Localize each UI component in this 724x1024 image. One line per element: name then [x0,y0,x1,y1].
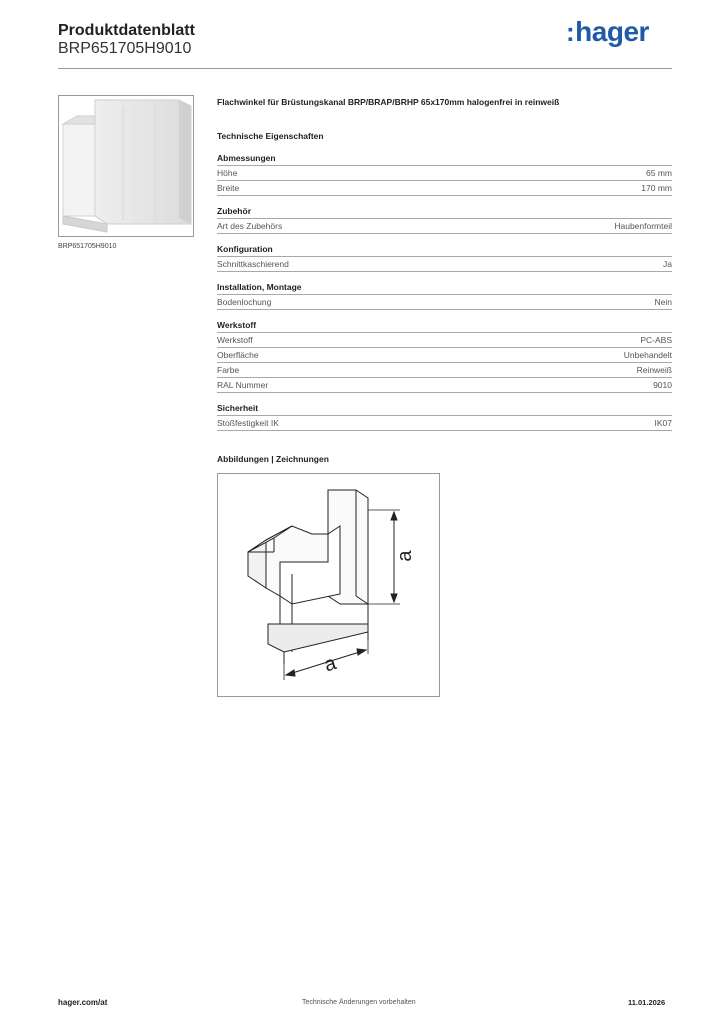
spec-value: PC-ABS [640,335,672,345]
logo-dots-icon: : [566,17,575,47]
spec-value: IK07 [654,418,672,428]
spec-row [217,257,672,272]
drawing-flat-angle-icon [218,474,439,696]
figures-heading: Abbildungen | Zeichnungen [217,454,329,464]
spec-row [217,348,672,363]
spec-section-accessory [217,205,672,234]
article-number: BRP651705H9010 [58,40,192,57]
hager-logo [566,16,649,48]
section-title: Sicherheit [217,402,672,416]
page-title: Produktdatenblatt [58,22,195,39]
spec-row [217,363,672,378]
thumbnail-caption: BRP651705H9010 [58,243,117,250]
spec-row [217,378,672,393]
dim-label-width: a [321,652,339,677]
spec-label: Breite [217,183,240,193]
product-photo-icon [59,96,193,236]
section-title: Werkstoff [217,319,672,333]
spec-value: Unbehandelt [623,350,672,360]
product-thumbnail [58,95,194,237]
spec-label: Stoßfestigkeit IK [217,418,279,428]
spec-row [217,333,672,348]
spec-value: Haubenformteil [614,221,672,231]
spec-section-safety [217,402,672,431]
spec-label: Oberfläche [217,350,259,360]
spec-section-installation [217,281,672,310]
spec-value: Nein [654,297,672,307]
spec-value: Ja [663,259,672,269]
spec-row [217,219,672,234]
logo-text: hager [575,16,649,47]
spec-label: RAL Nummer [217,380,269,390]
spec-label: Schnittkaschierend [217,259,289,269]
spec-label: Art des Zubehörs [217,221,283,231]
product-description: Flachwinkel für Brüstungskanal BRP/BRAP/BRHP 65x170mm halogenfrei in reinweiß [217,97,560,107]
technical-drawing [217,473,440,697]
spec-row [217,181,672,196]
footer-date: 11.01.2026 [628,998,666,1007]
spec-row [217,295,672,310]
spec-content [217,95,672,431]
spec-section-configuration [217,243,672,272]
section-title: Installation, Montage [217,281,672,295]
spec-label: Werkstoff [217,335,253,345]
section-title: Konfiguration [217,243,672,257]
spec-label: Höhe [217,168,238,178]
section-title: Abmessungen [217,152,672,166]
spec-label: Bodenlochung [217,297,272,307]
spec-value: 170 mm [641,183,672,193]
section-title: Zubehör [217,205,672,219]
footer-note: Technische Änderungen vorbehalten [302,999,416,1006]
header-divider [58,68,672,69]
dim-label-height: a [394,550,416,562]
spec-section-material [217,319,672,393]
technical-properties-heading: Technische Eigenschaften [217,131,324,141]
spec-label: Farbe [217,365,240,375]
spec-value: Reinweiß [636,365,672,375]
spec-row [217,416,672,431]
spec-value: 9010 [653,380,672,390]
spec-value: 65 mm [646,168,672,178]
spec-section-dimensions [217,152,672,196]
footer-website: hager.com/at [58,998,108,1007]
spec-row [217,166,672,181]
